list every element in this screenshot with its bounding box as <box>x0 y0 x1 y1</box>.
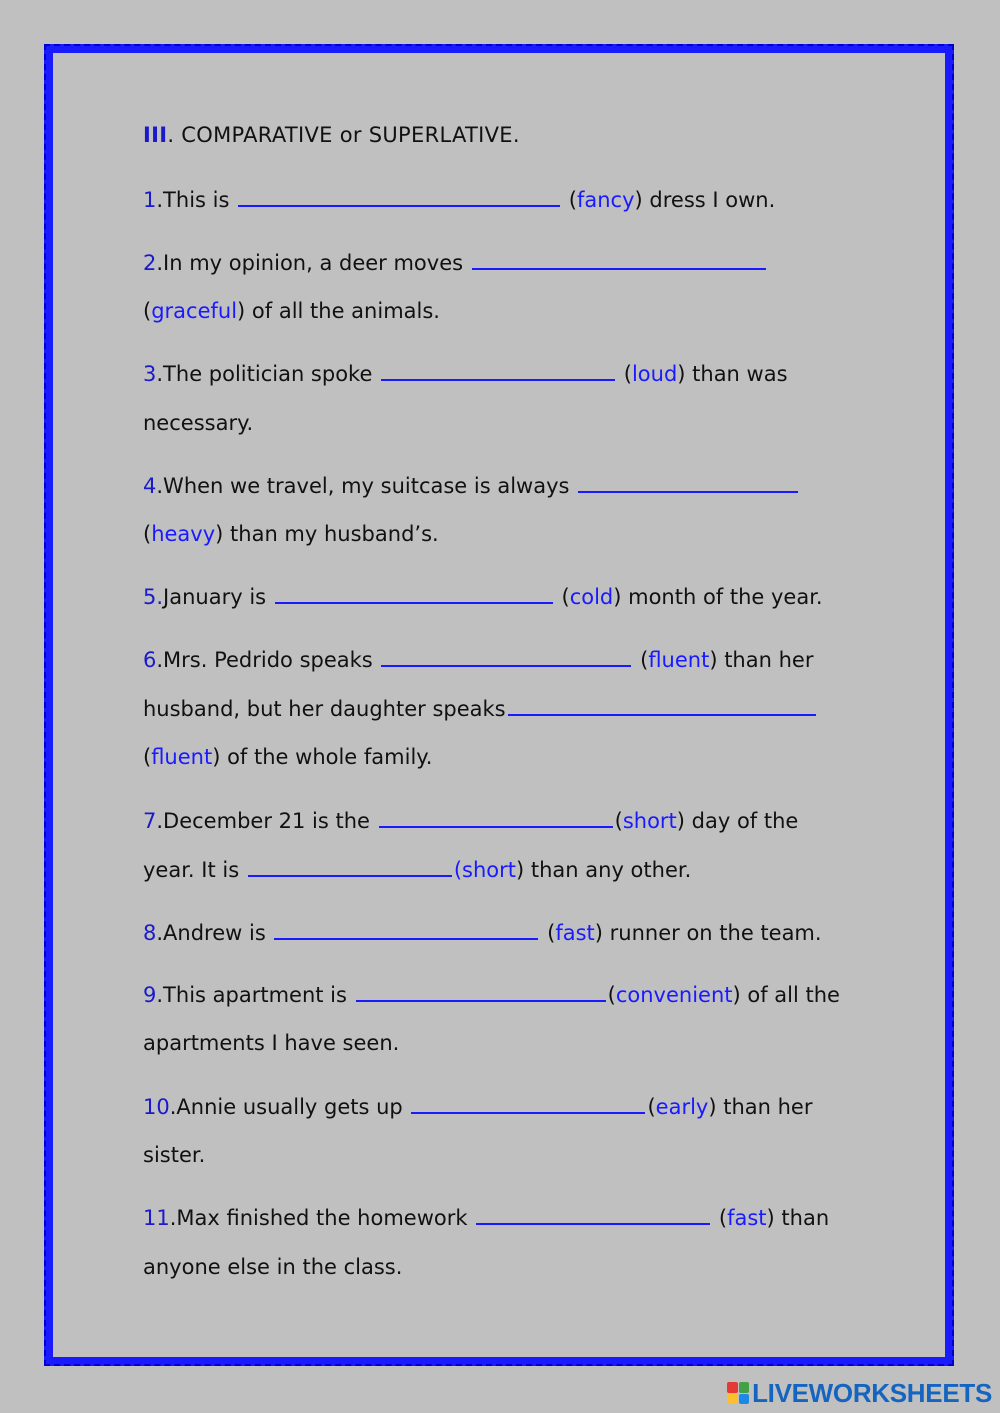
question-8: 8.Andrew is (fast) runner on the team. <box>143 918 822 947</box>
hint-word: fluent <box>648 648 710 672</box>
question-number: 9 <box>143 983 157 1007</box>
hint-word: convenient <box>615 983 733 1007</box>
question-10-cont: sister. <box>143 1143 206 1167</box>
answer-blank-5[interactable] <box>275 582 553 604</box>
answer-blank-7b[interactable] <box>248 855 452 877</box>
hint-word: graceful <box>151 299 238 323</box>
question-9-cont: apartments I have seen. <box>143 1031 400 1055</box>
logo-square <box>739 1382 750 1393</box>
logo-icon <box>727 1382 749 1404</box>
hint-word: fancy <box>576 188 635 212</box>
logo-square <box>727 1394 738 1405</box>
hint-word: early <box>655 1095 709 1119</box>
answer-blank-10[interactable] <box>411 1092 645 1114</box>
logo-text: LIVEWORKSHEETS <box>752 1377 992 1408</box>
hint-word: loud <box>631 362 678 386</box>
question-4-cont: (heavy) than my husband’s. <box>143 522 439 546</box>
section-title-text: . COMPARATIVE or SUPERLATIVE. <box>167 123 520 147</box>
hint-word: cold <box>569 585 614 609</box>
question-4: 4.When we travel, my suitcase is always <box>143 471 800 500</box>
question-10: 10.Annie usually gets up (early) than her <box>143 1092 812 1121</box>
section-number: III <box>143 123 168 147</box>
question-number: 2 <box>143 251 157 275</box>
hint-word: short <box>622 809 677 833</box>
question-6: 6.Mrs. Pedrido speaks (fluent) than her <box>143 645 813 674</box>
question-2: 2.In my opinion, a deer moves <box>143 248 768 277</box>
answer-blank-6a[interactable] <box>381 645 631 667</box>
hint-word: fast <box>555 921 595 945</box>
hint-word: short <box>462 858 516 882</box>
question-number: 10 <box>143 1095 170 1119</box>
question-5: 5.January is (cold) month of the year. <box>143 582 823 611</box>
question-7-line2: year. It is (short) than any other. <box>143 855 691 884</box>
section-title <box>143 123 520 147</box>
answer-blank-3[interactable] <box>381 359 615 381</box>
question-1: 1.This is (fancy) dress I own. <box>143 185 775 214</box>
answer-blank-7a[interactable] <box>379 806 613 828</box>
question-number: 8 <box>143 921 157 945</box>
question-number: 5. <box>143 585 164 609</box>
liveworksheets-logo[interactable] <box>727 1379 992 1407</box>
question-number: 6 <box>143 648 157 672</box>
hint-word: fluent <box>151 745 213 769</box>
question-number: 11 <box>143 1206 170 1230</box>
answer-blank-8[interactable] <box>274 918 538 940</box>
answer-blank-2[interactable] <box>472 248 766 270</box>
hint-word: fast <box>727 1206 767 1230</box>
question-number: 3 <box>143 362 157 386</box>
answer-blank-9[interactable] <box>356 980 606 1002</box>
question-3: 3.The politician spoke (loud) than was <box>143 359 788 388</box>
question-11-cont: anyone else in the class. <box>143 1255 403 1279</box>
question-3-cont: necessary. <box>143 411 254 435</box>
logo-square <box>727 1382 738 1393</box>
answer-blank-1[interactable] <box>238 185 560 207</box>
question-6-line2: husband, but her daughter speaks <box>143 694 818 723</box>
question-number: 4 <box>143 474 157 498</box>
answer-blank-11[interactable] <box>476 1203 710 1225</box>
answer-blank-4[interactable] <box>578 471 798 493</box>
answer-blank-6b[interactable] <box>508 694 816 716</box>
question-number: 1 <box>143 188 157 212</box>
question-number: 7 <box>143 809 157 833</box>
hint-word: heavy <box>151 522 216 546</box>
question-11: 11.Max finished the homework (fast) than <box>143 1203 829 1232</box>
question-7: 7.December 21 is the (short) day of the <box>143 806 798 835</box>
question-2-cont: (graceful) of all the animals. <box>143 299 440 323</box>
question-6-line3: (fluent) of the whole family. <box>143 745 433 769</box>
logo-square <box>739 1394 750 1405</box>
question-9: 9.This apartment is (convenient) of all the <box>143 980 840 1009</box>
